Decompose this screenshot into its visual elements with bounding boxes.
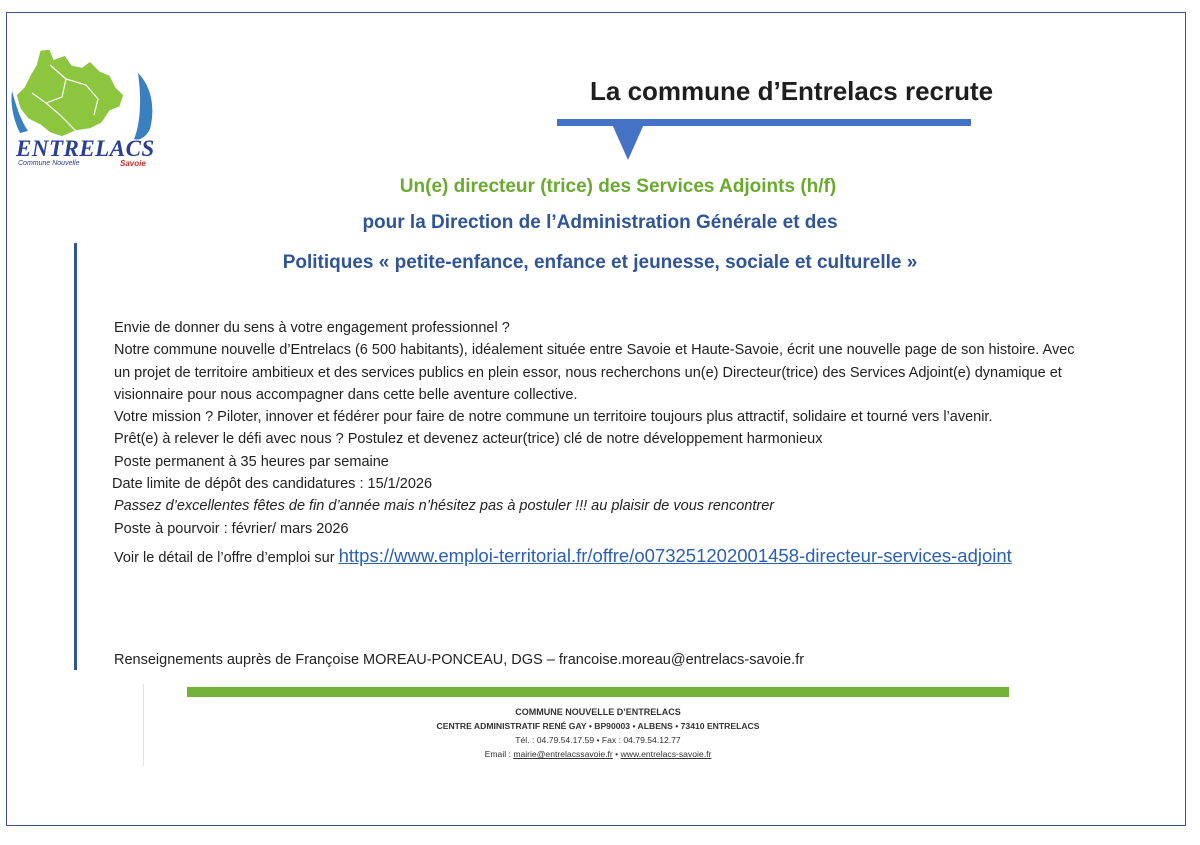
start-date: Poste à pourvoir : février/ mars 2026	[114, 520, 349, 537]
job-policies-line: Politiques « petite-enfance, enfance et jeunesse, sociale et culturelle »	[282, 252, 918, 273]
holiday-note: Passez d’excellentes fêtes de fin d’année mais n’hésitez pas à postuler !!! au plaisir de vous rencontrer	[114, 498, 775, 515]
job-title: Un(e) directeur (trice) des Services Adjoints (h/f)	[399, 176, 837, 197]
mission-text: Votre mission ? Piloter, innover et fédérer pour faire de notre commune un territoire toujours plus attractif, solidaire et tourné vers l’avenir.	[114, 409, 993, 426]
footer-side-rule	[143, 684, 144, 766]
page-headline: La commune d’Entrelacs recrute	[590, 76, 994, 106]
application-deadline: Date limite de dépôt des candidatures : 15/1/2026	[112, 476, 433, 493]
footer-website-link[interactable]: www.entrelacs-savoie.fr	[620, 749, 712, 759]
call-to-apply: Prêt(e) à relever le défi avec nous ? Postulez et devenez acteur(trice) clé de notre développement harmonieux	[114, 431, 823, 448]
logo-wordmark: ENTRELACS	[16, 136, 155, 161]
commune-description: Notre commune nouvelle d’Entrelacs (6 500 habitants), idéalement située entre Savoie et Haute-Savoie, écrit une nouvelle page de son histoire. Avec un projet de territoire ambitieux et des services publics en plein essor, nous recherchons un(e) Directeur(trice) des Services Adjoint(e) dynamique et visionnaire pour nous accompagner dans cette belle aventure collective.	[114, 342, 1075, 403]
intro-question: Envie de donner du sens à votre engagement professionnel ?	[114, 320, 510, 336]
footer-contacts	[187, 749, 1009, 759]
contact-info: Renseignements auprès de Françoise MOREAU-PONCEAU, DGS – francoise.moreau@entrelacs-savoie.fr	[114, 652, 805, 668]
offer-link[interactable]: https://www.emploi-territorial.fr/offre/o073251202001458-directeur-services-adjoint	[338, 544, 1012, 566]
headline-arrow-pointer	[612, 124, 644, 160]
offer-body	[114, 317, 1094, 571]
position-hours: Poste permanent à 35 heures par semaine	[114, 453, 389, 470]
left-vertical-rule	[74, 243, 77, 670]
job-direction-line: pour la Direction de l’Administration Générale et des	[362, 212, 838, 233]
logo-subtitle-left: Commune Nouvelle	[18, 160, 80, 167]
offer-link-prefix: Voir le détail de l’offre d’emploi sur	[114, 549, 339, 566]
footer-separator: •	[612, 749, 621, 759]
footer-email-link[interactable]: mairie@entrelacssavoie.fr	[513, 749, 613, 759]
logo-subtitle-right: Savoie	[120, 159, 146, 168]
footer-address: CENTRE ADMINISTRATIF RENÉ GAY • BP90003 • ALBENS • 73410 ENTRELACS	[436, 721, 760, 731]
footer-email-label: Email :	[484, 749, 514, 759]
offer-link-line	[114, 543, 1094, 571]
footer-phone-fax: Tél. : 04.79.54.17.59 • Fax : 04.79.54.12.77	[515, 735, 681, 745]
footer-green-bar	[187, 687, 1009, 697]
footer-org-name: COMMUNE NOUVELLE D’ENTRELACS	[515, 707, 681, 717]
